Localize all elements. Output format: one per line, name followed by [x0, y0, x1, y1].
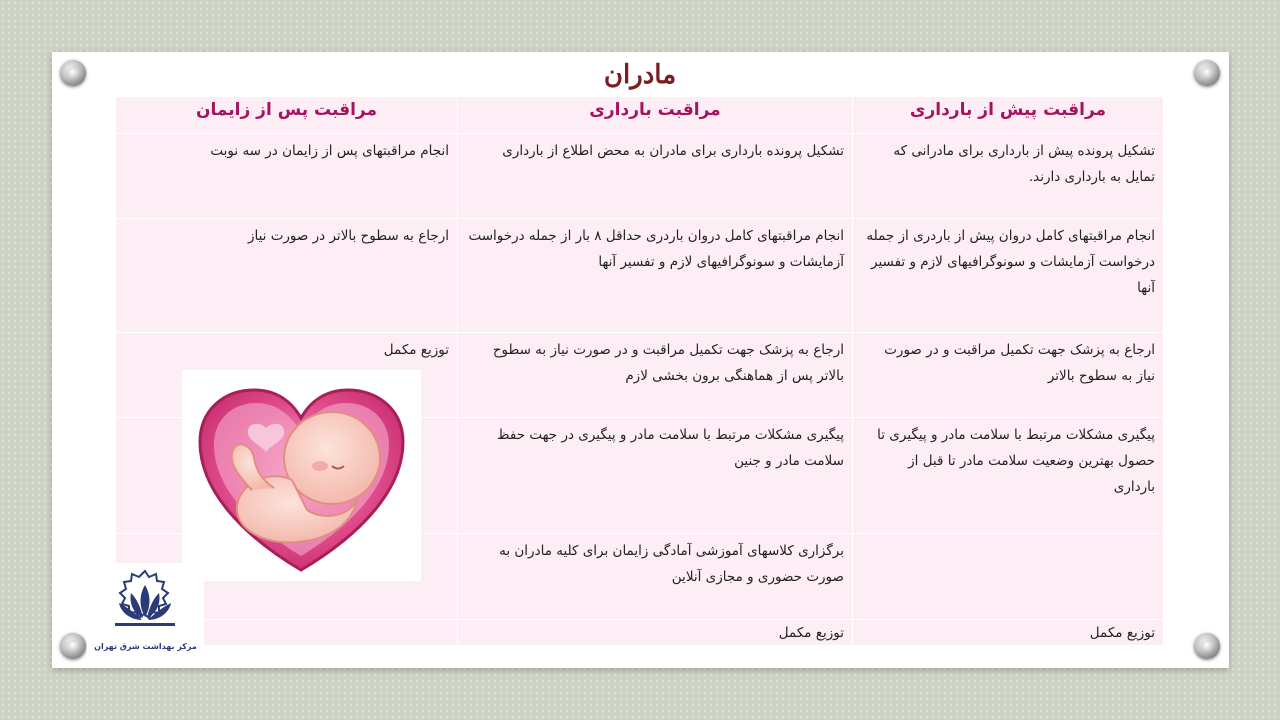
- fetus-heart-icon: [182, 370, 421, 581]
- table-cell: [853, 534, 1163, 619]
- table-cell: ارجاع به پزشک جهت تکمیل مراقبت و در صورت نیاز به سطوح بالاتر پس از هماهنگی برون بخشی لازم: [458, 333, 852, 417]
- fetus-heart-image: [182, 370, 421, 581]
- pin-icon: [60, 60, 86, 86]
- health-center-logo: [87, 563, 204, 657]
- table-cell: انجام مراقبتهای پس از زایمان در سه نوبت: [116, 134, 457, 218]
- table-cell: پیگیری مشکلات مرتبط با سلامت مادر و پیگیری تا حصول بهترین وضعیت سلامت مادر تا قبل از بارداری: [853, 418, 1163, 533]
- table-cell: تشکیل پرونده بارداری برای مادران به محض اطلاع از بارداری: [458, 134, 852, 218]
- header-postpartum: مراقبت پس از زایمان: [116, 97, 457, 133]
- page-title: مادران: [603, 60, 677, 90]
- pin-icon: [1194, 60, 1220, 86]
- table-cell: تشکیل پرونده پیش از بارداری برای مادرانی که تمایل به بارداری دارند.: [853, 134, 1163, 218]
- header-pregnancy: مراقبت بارداری: [458, 97, 852, 133]
- table-cell: انجام مراقبتهای کامل دروان باردری حداقل ۸ بار از جمله درخواست آزمایشات و سونوگرافیهای لازم و تفسیر آنها: [458, 219, 852, 332]
- pin-icon: [60, 633, 86, 659]
- pin-icon: [1194, 633, 1220, 659]
- table-cell: توزیع مکمل: [116, 333, 457, 417]
- lotus-logo-icon: [87, 563, 204, 643]
- logo-caption: مرکز بهداشت شرق تهران: [94, 642, 197, 651]
- table-cell: توزیع مکمل: [853, 620, 1163, 645]
- table-cell: ارجاع به سطوح بالاتر در صورت نیاز: [116, 219, 457, 332]
- table-cell: توزیع مکمل: [458, 620, 852, 645]
- table-cell: برگزاری کلاسهای آموزشی آمادگی زایمان برای کلیه مادران به صورت حضوری و مجازی آنلاین: [458, 534, 852, 619]
- table-cell: انجام مراقبتهای کامل دروان پیش از باردری از جمله درخواست آزمایشات و سونوگرافیهای لازم و تفسیر آنها: [853, 219, 1163, 332]
- table-cell: ارجاع به پزشک جهت تکمیل مراقبت و در صورت نیاز به سطوح بالاتر: [853, 333, 1163, 417]
- table-cell: پیگیری مشکلات مرتبط با سلامت مادر و پیگیری در جهت حفظ سلامت مادر و جنین: [458, 418, 852, 533]
- header-pre-pregnancy: مراقبت پیش از بارداری: [853, 97, 1163, 133]
